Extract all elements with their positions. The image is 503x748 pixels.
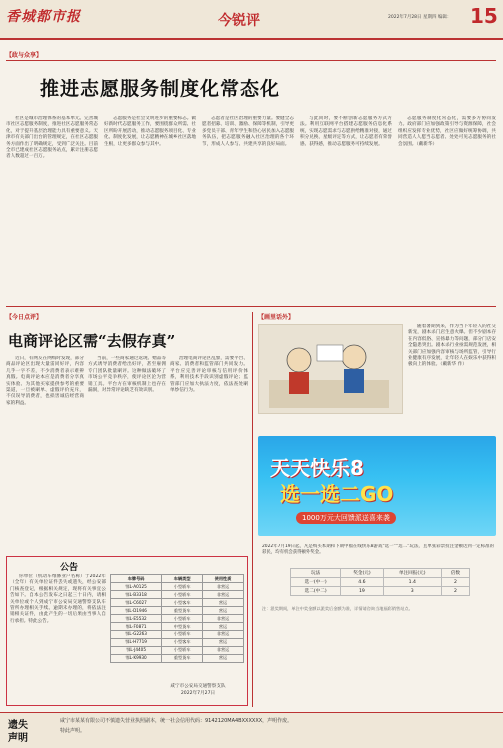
vehicle-header-cell: 车辆类型 bbox=[162, 575, 203, 583]
vehicle-row bbox=[111, 630, 244, 638]
award-cell: 1.4 bbox=[383, 578, 441, 587]
award-header-row bbox=[291, 569, 470, 578]
left-col-2: 当前，一些商家通过返现、赠品等方式诱导消费者给出好评，甚至雇佣专门团队批量刷评。这种做法破坏了市场公平竞争秩序，使评论区沦为营销工具。平台方在审核机制上也存在漏洞，对异常评论缺乏有效识别。 bbox=[88, 356, 166, 394]
left-col-1: 近日，有网友在网购时发现，部分商品评论区出现大量雷同好评，内容几乎一字不差，不少消费者表示难辨真假。电商评论本应是消费者分享真实体验、为其他买家提供参考的重要渠道，一旦被刷单、虚假评价充斥，不仅误导消费者，也损害诚信经营商家的利益。 bbox=[6, 356, 84, 406]
left-col-3: 治理电商评论区乱象，需要平台、商家、消费者和监管部门共同发力。平台应完善评论审核与信用评价体系，利用技术手段识别虚假评论；监管部门应加大执法力度，依法查处刷单炒信行为。 bbox=[170, 356, 248, 394]
vehicle-cell: 非营运 bbox=[203, 646, 244, 654]
top-headline: 推进志愿服务制度化常态化 bbox=[40, 78, 281, 100]
top-col-5: 志愿服务制度化常态化，需要多方协同发力。政府部门应加强政策引导与资源保障，社会组织应发挥专业优势，社区应做好统筹协调，共同营造人人愿当志愿者、处处可见志愿服务的社会氛围。（戴新华） bbox=[398, 116, 496, 147]
vehicle-cell: 营运 bbox=[203, 598, 244, 606]
award-row bbox=[291, 587, 470, 596]
vehicle-cell: 小型轿车 bbox=[162, 630, 203, 638]
footer-text-2: 特此声明。 bbox=[60, 728, 86, 734]
cartoon-icon bbox=[259, 325, 404, 415]
vehicle-cell: 小型轿车 bbox=[162, 646, 203, 654]
award-cell: 选一(中一) bbox=[291, 578, 341, 587]
vehicle-cell: 重型货车 bbox=[162, 654, 203, 662]
section-title: 今锐评 bbox=[218, 13, 260, 29]
vehicle-cell: 鄂L·C6027 bbox=[111, 598, 162, 606]
vehicle-cell: 鄂L·H7719 bbox=[111, 638, 162, 646]
dateline: 2022年7月28日 星期四 编辑： bbox=[388, 15, 452, 20]
vehicle-cell: 鄂L·D1946 bbox=[111, 606, 162, 614]
vehicle-row bbox=[111, 598, 244, 606]
vehicle-table-grid bbox=[110, 574, 244, 663]
vehicle-row bbox=[111, 590, 244, 598]
notice-org: 咸宁市公安局交通警察支队 bbox=[170, 684, 226, 689]
vehicle-cell: 营运 bbox=[203, 606, 244, 614]
vehicle-cell: 鄂L·B3318 bbox=[111, 590, 162, 598]
vehicle-cell: 非营运 bbox=[203, 630, 244, 638]
section-divider bbox=[6, 306, 496, 307]
vehicle-row bbox=[111, 582, 244, 590]
vehicle-row bbox=[111, 638, 244, 646]
vehicle-cell: 小型轿车 bbox=[162, 582, 203, 590]
vehicle-cell: 小型客车 bbox=[162, 638, 203, 646]
vehicle-cell: 鄂L·A0125 bbox=[111, 582, 162, 590]
lottery-intro: 2022年7月19日起，凡是购买本期和下期中福在线快乐8游戏“选一”“选二”玩法，且单张彩票投注金额达到一定标准的彩民，均有机会获得额外奖金。 bbox=[262, 544, 494, 556]
award-header: 玩法 bbox=[291, 569, 341, 578]
vehicle-table bbox=[110, 574, 244, 663]
footer-label-1: 遗失 bbox=[8, 720, 28, 731]
page-number: 15 bbox=[470, 4, 498, 28]
award-table bbox=[290, 568, 470, 596]
lottery-title-2: 选一选二GO bbox=[280, 482, 394, 506]
vehicle-row bbox=[111, 614, 244, 622]
award-cell: 2 bbox=[441, 587, 469, 596]
right-kicker: 【画里话外】 bbox=[258, 314, 295, 321]
top-rule bbox=[6, 60, 496, 61]
vehicle-row bbox=[111, 622, 244, 630]
vehicle-cell: 鄂L·J4405 bbox=[111, 646, 162, 654]
lottery-title-1: 天天快乐8 bbox=[270, 456, 364, 480]
vehicle-cell: 鄂L·G2263 bbox=[111, 630, 162, 638]
vehicle-cell: 非营运 bbox=[203, 614, 244, 622]
top-col-3: 志愿者是社区治理的重要力量。要健全志愿者招募、培训、激励、保障等机制，引导更多党员干部、青年学生和热心居民加入志愿服务队伍，把志愿服务融入社区治理的各个环节，形成人人参与、共建共享的良好局面。 bbox=[202, 116, 294, 147]
top-col-2: 志愿服务是社会文明进步的重要标志。做好新时代志愿服务工作，要围绕群众所需、社区所盼开展活动，推动志愿服务项目化、专业化、制度化发展，让志愿精神在城乡社区落地生根，让更多群众参与其中。 bbox=[104, 116, 196, 147]
cartoon-image bbox=[258, 324, 403, 414]
award-cell: 2 bbox=[441, 578, 469, 587]
vehicle-cell: 小型轿车 bbox=[162, 590, 203, 598]
vehicle-header-row bbox=[111, 575, 244, 583]
award-cell: 4.6 bbox=[341, 578, 383, 587]
vehicle-header-cell: 使用性质 bbox=[203, 575, 244, 583]
vehicle-cell: 鄂L·E5532 bbox=[111, 614, 162, 622]
vehicle-cell: 营运 bbox=[203, 638, 244, 646]
top-kicker: 【政与众享】 bbox=[6, 52, 43, 59]
award-header: 单注回报(元) bbox=[383, 569, 441, 578]
vehicle-cell: 鄂L·F0871 bbox=[111, 622, 162, 630]
notice-body: 你单位（机动车维修业户名称）于2022年（全年）有关单位证件丢失或遗失，经公安部门核查登记，根据相关规定，现将有关事宜公告如下。自本公告发布之日起三十日内，请相关单位或个人到成宁市公安局交通警察支队车管所办理相关手续。逾期未办理的，将依法注销相关证件，由此产生的一切后果由当事人自行承担。特此公告。 bbox=[10, 574, 106, 624]
vehicle-row bbox=[111, 646, 244, 654]
vehicle-header-cell: 车牌号码 bbox=[111, 575, 162, 583]
vehicle-cell: 非营运 bbox=[203, 590, 244, 598]
vehicle-cell: 中型货车 bbox=[162, 622, 203, 630]
notice-date: 2022年7月27日 bbox=[180, 691, 216, 696]
right-text: 随着暑期到来，作为当下年轻人的社交新宠，剧本杀门店生意火爆。但不少剧本存在内容低俗、宣扬暴力等问题，部分门店安全隐患突出。剧本杀行业亟需规范发展，相关部门应加强内容审核与场所监管，引导行业健康有序发展，让年轻人在娱乐中获得积极向上的体验。（戴新华 作） bbox=[408, 324, 496, 368]
vehicle-cell: 小型轿车 bbox=[162, 614, 203, 622]
vehicle-cell: 非营运 bbox=[203, 582, 244, 590]
footer-text: 咸宁市某某有限公司不慎遗失营业执照副本，统一社会信用代码：9142120MA4BXXXXXX，声明作废。 bbox=[60, 718, 293, 724]
vehicle-cell: 鄂L·K9930 bbox=[111, 654, 162, 662]
vehicle-cell: 重型货车 bbox=[162, 606, 203, 614]
vehicle-row bbox=[111, 606, 244, 614]
newspaper-logo: 香城都市报 bbox=[6, 9, 81, 25]
left-headline: 电商评论区需“去假存真” bbox=[8, 332, 176, 350]
award-header: 奖金(元) bbox=[341, 569, 383, 578]
award-cell: 选二(中二) bbox=[291, 587, 341, 596]
vehicle-cell: 营运 bbox=[203, 654, 244, 662]
footer-label-2: 声明 bbox=[8, 733, 28, 744]
lottery-footnote: 注：派奖期间，单注中奖金额以派奖后金额为准，详情请咨询当地福彩销售站点。 bbox=[262, 606, 413, 611]
award-cell: 19 bbox=[341, 587, 383, 596]
vertical-divider bbox=[252, 312, 253, 707]
notice-title: 公告 bbox=[60, 563, 79, 573]
top-col-1: 社区是城市治理体系的基本单元。完善城市社区志愿服务制度，推进社区志愿服务常态化，对于提升基层治理能力具有重要意义。天津市有关部门出台的管理规定，在社区志愿服务方面作出了明确规定，受到广泛关注。目前全市已建成社区志愿服务站点，累计注册志愿者人数超过一百万。 bbox=[6, 116, 98, 160]
top-col-4: 与此同时，要不断创新志愿服务方式方法。利用互联网平台搭建志愿服务信息化系统，实现志愿需求与志愿供给精准对接，通过积分兑换、星级评定等方式，让志愿者有荣誉感、获得感，推动志愿服务可持续发展。 bbox=[300, 116, 392, 147]
left-kicker: 【今日点评】 bbox=[6, 314, 43, 321]
award-cell: 3 bbox=[383, 587, 441, 596]
award-row bbox=[291, 578, 470, 587]
vehicle-cell: 营运 bbox=[203, 622, 244, 630]
vehicle-cell: 小型客车 bbox=[162, 598, 203, 606]
vehicle-row bbox=[111, 654, 244, 662]
award-header: 倍数 bbox=[441, 569, 469, 578]
lottery-subtitle: 1000万元大回馈派送喜来袭 bbox=[296, 512, 396, 524]
